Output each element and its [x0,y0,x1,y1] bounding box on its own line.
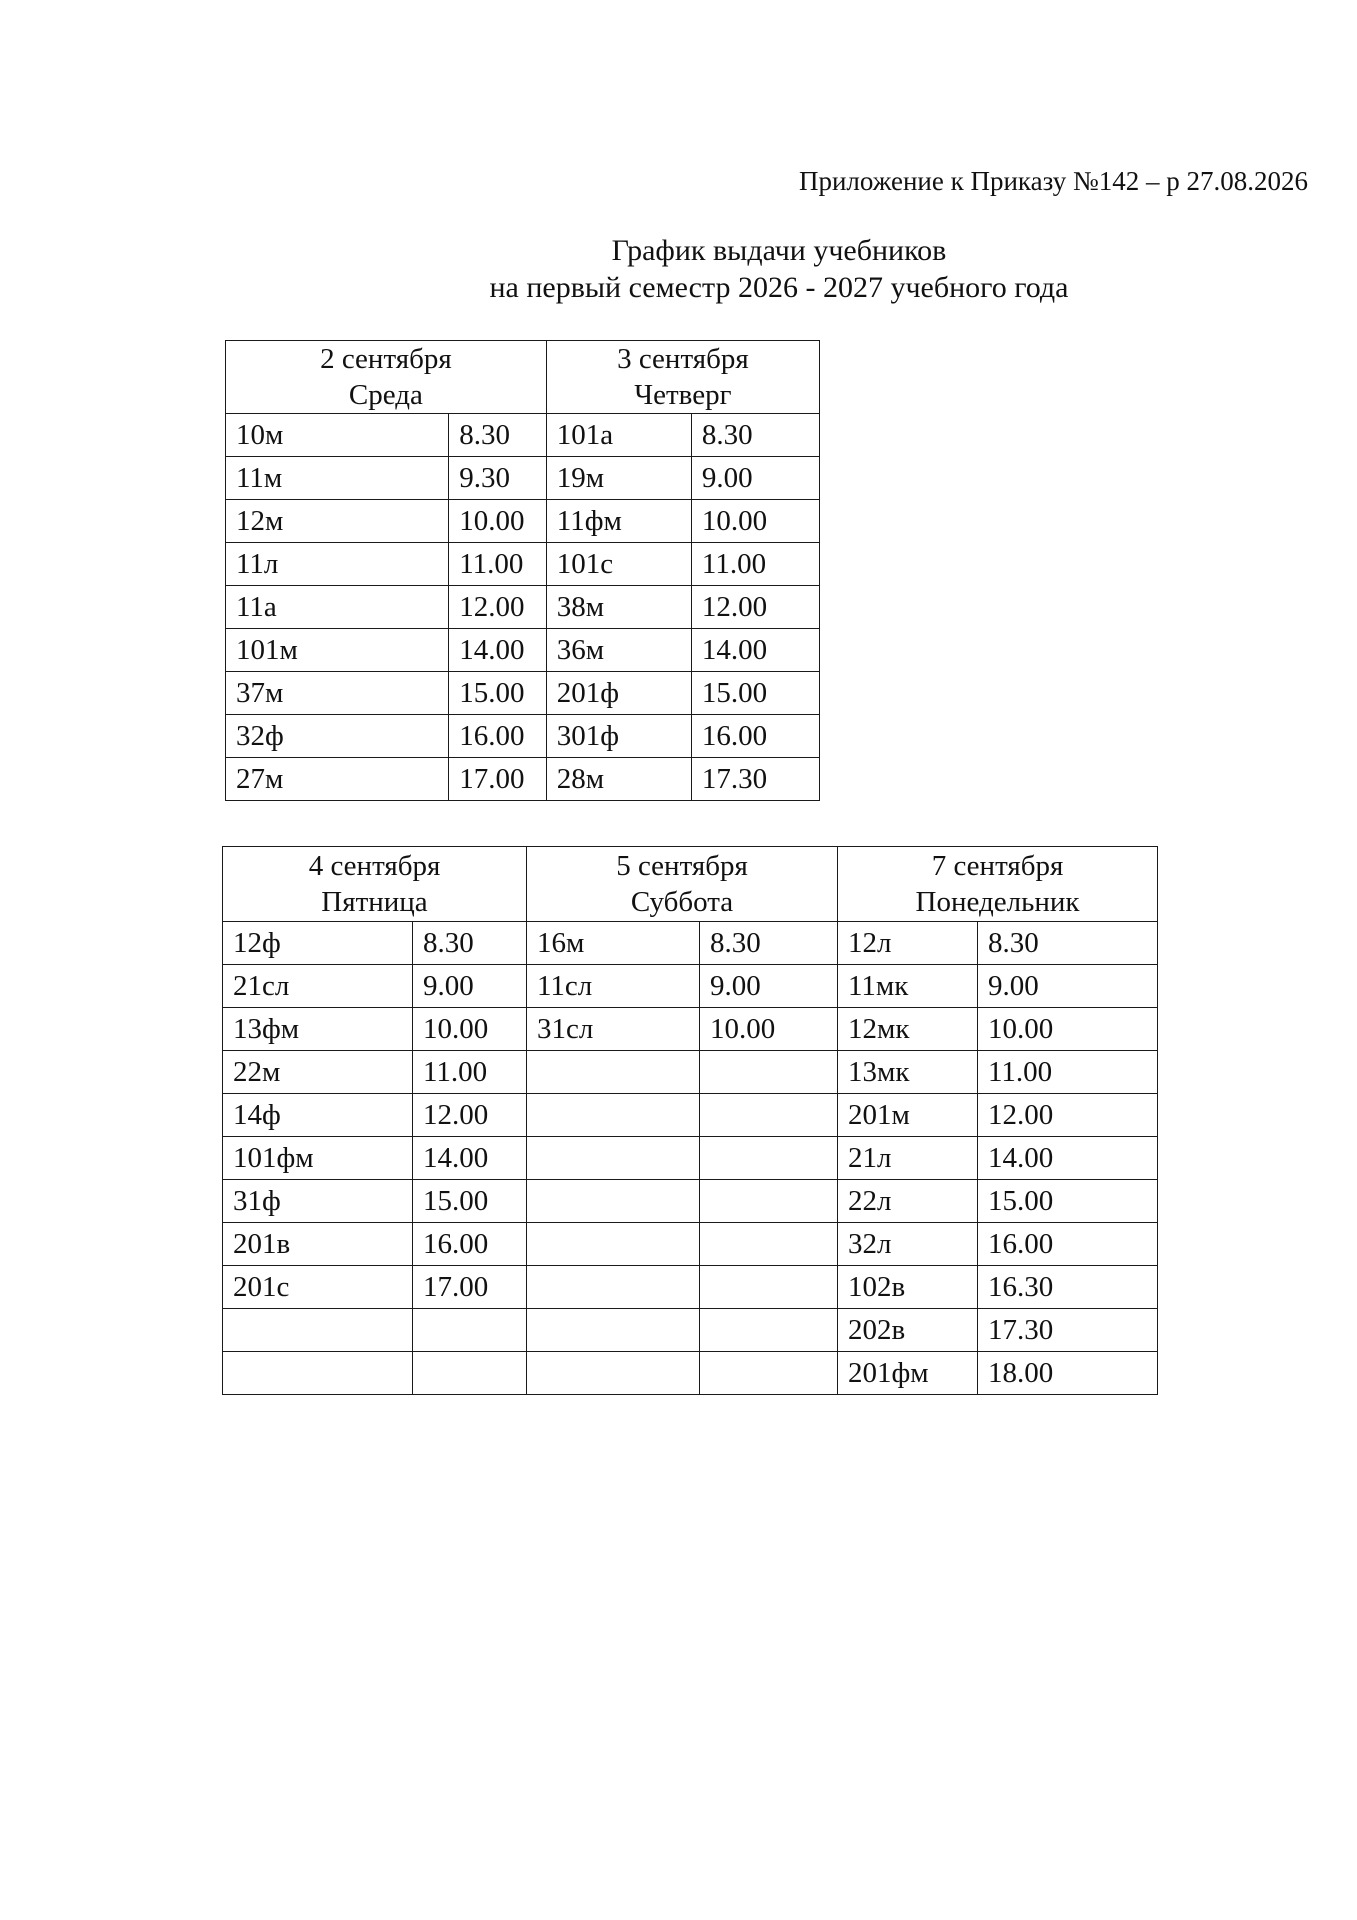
table-row [223,1309,1158,1352]
time-cell: 14.00 [413,1137,527,1180]
time-cell: 15.00 [978,1180,1158,1223]
time-cell [700,1180,838,1223]
time-cell [700,1266,838,1309]
time-cell: 8.30 [413,922,527,965]
group-cell: 12ф [223,922,413,965]
table-row [223,1223,1158,1266]
day-weekday: Понедельник [915,886,1080,918]
table-row [223,1008,1158,1051]
group-cell: 11а [226,586,449,629]
time-cell: 17.00 [413,1266,527,1309]
day-date: 3 сентября [617,343,749,375]
time-cell: 12.00 [413,1094,527,1137]
table-row [226,500,820,543]
table-row [226,715,820,758]
group-cell: 16м [527,922,700,965]
document-title [380,232,1178,306]
day-header [527,847,838,922]
time-cell: 17.30 [978,1309,1158,1352]
table-row [223,1051,1158,1094]
time-cell: 14.00 [978,1137,1158,1180]
time-cell: 16.00 [413,1223,527,1266]
table-header-row [226,341,820,414]
group-cell: 101с [546,543,691,586]
time-cell: 18.00 [978,1352,1158,1395]
time-cell: 12.00 [691,586,819,629]
table-header-row [223,847,1158,922]
group-cell [223,1352,413,1395]
table-row [223,1180,1158,1223]
group-cell: 32л [838,1223,978,1266]
time-cell: 17.30 [691,758,819,801]
group-cell: 102в [838,1266,978,1309]
day-date: 2 сентября [320,343,452,375]
time-cell: 11.00 [449,543,547,586]
table-body [223,922,1158,1395]
time-cell [700,1137,838,1180]
group-cell [527,1137,700,1180]
group-cell [527,1266,700,1309]
time-cell: 15.00 [413,1180,527,1223]
time-cell [700,1051,838,1094]
day-header [226,341,547,414]
table-body [226,414,820,801]
group-cell: 12мк [838,1008,978,1051]
day-header [838,847,1158,922]
group-cell: 32ф [226,715,449,758]
group-cell: 101м [226,629,449,672]
time-cell: 11.00 [413,1051,527,1094]
time-cell: 15.00 [691,672,819,715]
day-header [223,847,527,922]
time-cell [413,1352,527,1395]
time-cell: 17.00 [449,758,547,801]
time-cell: 15.00 [449,672,547,715]
time-cell: 16.00 [978,1223,1158,1266]
group-cell: 31ф [223,1180,413,1223]
table-row [223,1352,1158,1395]
table-row [226,629,820,672]
time-cell: 14.00 [449,629,547,672]
group-cell: 21л [838,1137,978,1180]
time-cell [700,1352,838,1395]
group-cell [223,1309,413,1352]
day-header [546,341,819,414]
group-cell [527,1051,700,1094]
time-cell: 10.00 [413,1008,527,1051]
day-weekday: Суббота [630,886,734,918]
time-cell: 9.00 [691,457,819,500]
group-cell: 11л [226,543,449,586]
group-cell: 12л [838,922,978,965]
group-cell: 201с [223,1266,413,1309]
group-cell: 28м [546,758,691,801]
group-cell: 11мк [838,965,978,1008]
day-weekday: Четверг [634,379,732,411]
time-cell [700,1309,838,1352]
time-cell: 10.00 [691,500,819,543]
table-row [226,414,820,457]
time-cell: 10.00 [700,1008,838,1051]
title-line-2: на первый семестр 2026 - 2027 учебного года [489,271,1069,304]
time-cell: 16.00 [691,715,819,758]
group-cell: 201фм [838,1352,978,1395]
time-cell: 8.30 [700,922,838,965]
group-cell: 27м [226,758,449,801]
table-row [223,1266,1158,1309]
group-cell: 37м [226,672,449,715]
group-cell: 201м [838,1094,978,1137]
time-cell: 9.00 [978,965,1158,1008]
group-cell: 101фм [223,1137,413,1180]
title-line-1: График выдачи учебников [611,234,947,267]
group-cell: 11фм [546,500,691,543]
time-cell: 8.30 [691,414,819,457]
time-cell: 8.30 [978,922,1158,965]
group-cell: 202в [838,1309,978,1352]
time-cell [700,1094,838,1137]
day-date: 4 сентября [308,850,441,882]
time-cell: 9.00 [700,965,838,1008]
group-cell: 201ф [546,672,691,715]
time-cell: 9.30 [449,457,547,500]
time-cell: 11.00 [978,1051,1158,1094]
day-date: 5 сентября [616,850,748,882]
group-cell: 38м [546,586,691,629]
table-row [223,965,1158,1008]
group-cell [527,1352,700,1395]
group-cell: 14ф [223,1094,413,1137]
time-cell: 14.00 [691,629,819,672]
group-cell: 19м [546,457,691,500]
table-row [226,543,820,586]
time-cell: 12.00 [449,586,547,629]
group-cell: 12м [226,500,449,543]
table-row [223,1137,1158,1180]
group-cell: 13фм [223,1008,413,1051]
group-cell: 201в [223,1223,413,1266]
group-cell [527,1223,700,1266]
time-cell: 8.30 [449,414,547,457]
group-cell [527,1309,700,1352]
time-cell: 16.30 [978,1266,1158,1309]
table-row [226,672,820,715]
table-row [226,457,820,500]
day-weekday: Среда [348,379,423,411]
appendix-note: Приложение к Приказу №142 – р 27.08.2026 [798,166,1308,196]
group-cell [527,1180,700,1223]
group-cell: 101а [546,414,691,457]
group-cell: 13мк [838,1051,978,1094]
group-cell: 10м [226,414,449,457]
group-cell: 11м [226,457,449,500]
group-cell: 21сл [223,965,413,1008]
table-row [226,758,820,801]
table-row [226,586,820,629]
group-cell: 22м [223,1051,413,1094]
time-cell: 16.00 [449,715,547,758]
time-cell: 9.00 [413,965,527,1008]
group-cell: 31сл [527,1008,700,1051]
schedule-table-1 [225,340,820,801]
time-cell [413,1309,527,1352]
table-row [223,922,1158,965]
day-date: 7 сентября [931,850,1064,882]
time-cell [700,1223,838,1266]
schedule-table-2 [222,846,1158,1395]
time-cell: 10.00 [449,500,547,543]
group-cell: 36м [546,629,691,672]
time-cell: 11.00 [691,543,819,586]
time-cell: 10.00 [978,1008,1158,1051]
table-row [223,1094,1158,1137]
group-cell: 301ф [546,715,691,758]
time-cell: 12.00 [978,1094,1158,1137]
day-weekday: Пятница [321,886,428,918]
group-cell: 22л [838,1180,978,1223]
group-cell: 11сл [527,965,700,1008]
group-cell [527,1094,700,1137]
